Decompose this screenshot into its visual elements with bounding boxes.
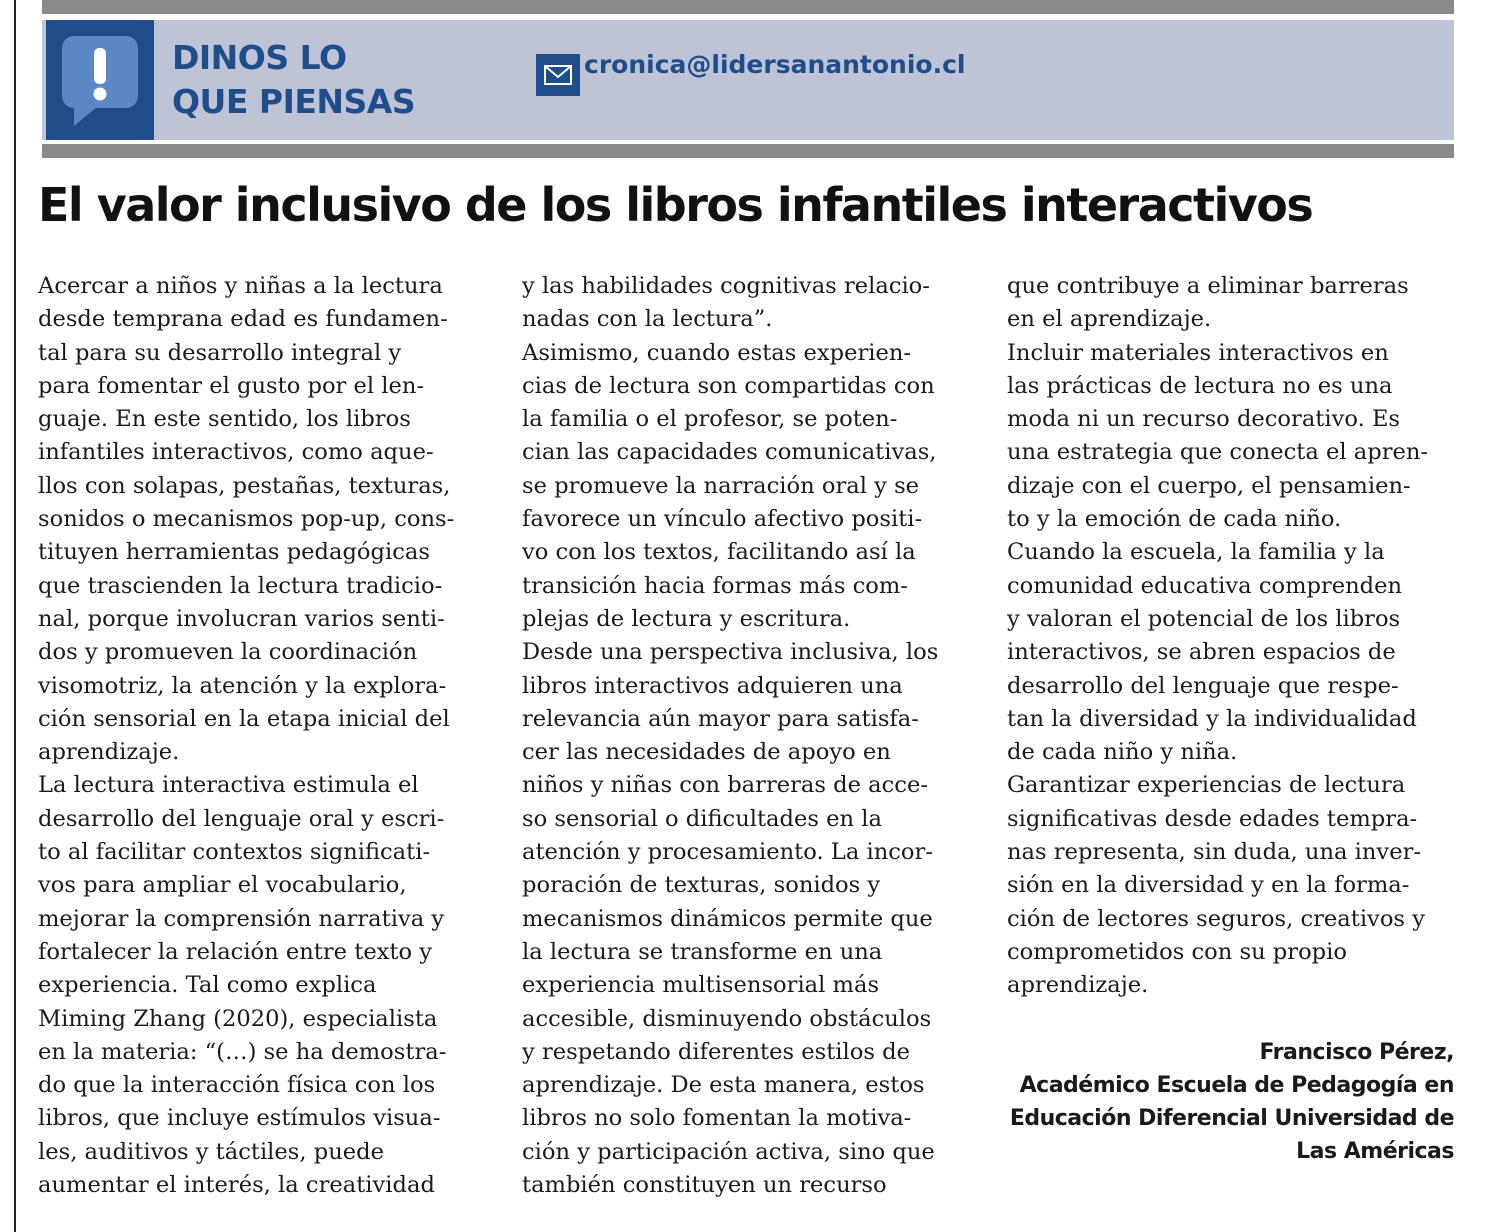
article-text-line: atención y procesamiento. La incor- xyxy=(522,839,933,866)
section-title-line1: DINOS LO xyxy=(172,38,347,77)
article-text-line: sión en la diversidad y en la forma- xyxy=(1007,872,1410,899)
article-text-line: tal para su desarrollo integral y xyxy=(38,339,402,366)
article-text-line: visomotriz, la atención y la explora- xyxy=(38,672,447,699)
article-text-line: ción de lectores seguros, creativos y xyxy=(1007,905,1425,932)
page-edge-line xyxy=(14,0,16,1232)
article-text-line: to al facilitar contextos significati- xyxy=(38,839,431,866)
article-text-line: libros interactivos adquieren una xyxy=(522,672,903,699)
article-text-line: ción y participación activa, sino que xyxy=(522,1138,935,1165)
author-signature xyxy=(1010,1036,1454,1168)
article-text-line: desarrollo del lenguaje que respe- xyxy=(1007,672,1399,699)
article-text-line: niños y niñas con barreras de acce- xyxy=(522,772,928,799)
article-text-line: de cada niño y niña. xyxy=(1007,739,1238,766)
article-text-line: tituyen herramientas pedagógicas xyxy=(38,539,430,566)
article-text-line: la familia o el profesor, se poten- xyxy=(522,406,898,433)
article-text-line: comunidad educativa comprenden xyxy=(1007,572,1403,599)
article-text-line: dos y promueven la coordinación xyxy=(38,639,418,666)
signature-line: Las Américas xyxy=(1296,1139,1454,1164)
article-column-3 xyxy=(1007,270,1459,1003)
article-text-line: infantiles interactivos, como aque- xyxy=(38,439,434,466)
header-band xyxy=(42,20,1454,140)
article-text-line: aprendizaje. De esta manera, estos xyxy=(522,1072,925,1099)
article-text-line: transición hacia formas más com- xyxy=(522,572,908,599)
article-text-line: vo con los textos, facilitando así la xyxy=(522,539,916,566)
article-text-line: experiencia. Tal como explica xyxy=(38,972,377,999)
article-text-line: se promueve la narración oral y se xyxy=(522,472,920,499)
article-text-line: fortalecer la relación entre texto y xyxy=(38,938,433,965)
article-text-line: nal, porque involucran varios senti- xyxy=(38,605,445,632)
article-text-line: nas representa, sin duda, una inver- xyxy=(1007,839,1422,866)
article-text-line: libros, que incluye estímulos visua- xyxy=(38,1105,441,1132)
article-text-line: Garantizar experiencias de lectura xyxy=(1007,772,1406,799)
article-column-1 xyxy=(38,270,508,1202)
signature-line: Francisco Pérez, xyxy=(1259,1040,1454,1065)
article-text-line: cer las necesidades de apoyo en xyxy=(522,739,891,766)
article-text-line: en el aprendizaje. xyxy=(1007,306,1212,333)
article-text-line: desde temprana edad es fundamen- xyxy=(38,306,448,333)
article-text-line: relevancia aún mayor para satisfa- xyxy=(522,705,919,732)
signature-line: Educación Diferencial Universidad de xyxy=(1009,1106,1454,1131)
article-text-line: La lectura interactiva estimula el xyxy=(38,772,419,799)
article-text-line: la lectura se transforme en una xyxy=(522,938,883,965)
article-text-line: les, auditivos y táctiles, puede xyxy=(38,1138,384,1165)
article-text-line: y valoran el potencial de los libros xyxy=(1007,605,1401,632)
article-text-line: significativas desde edades tempra- xyxy=(1007,805,1418,832)
article-text-line: en la materia: “(…) se ha demostra- xyxy=(38,1038,447,1065)
article-text-line: mecanismos dinámicos permite que xyxy=(522,905,933,932)
article-text-line: nadas con la lectura”. xyxy=(522,306,773,333)
article-column-2 xyxy=(522,270,992,1202)
article-text-line: que trascienden la lectura tradicio- xyxy=(38,572,443,599)
article-text-line: aprendizaje. xyxy=(38,739,180,766)
signature-line: Académico Escuela de Pedagogía en xyxy=(1019,1073,1454,1098)
article-text-line: Desde una perspectiva inclusiva, los xyxy=(522,639,939,666)
article-text-line: so sensorial o dificultades en la xyxy=(522,805,882,832)
article-text-line: Cuando la escuela, la familia y la xyxy=(1007,539,1385,566)
article-text-line: tan la diversidad y la individualidad xyxy=(1007,705,1417,732)
article-text-line: favorece un vínculo afectivo positi- xyxy=(522,506,923,533)
article-text-line: y las habilidades cognitivas relacio- xyxy=(522,273,930,299)
article-text-line: ción sensorial en la etapa inicial del xyxy=(38,705,450,732)
article-text-line: do que la interacción física con los xyxy=(38,1072,436,1099)
article-text-line: también constituyen un recurso xyxy=(522,1172,887,1199)
section-title xyxy=(172,36,415,124)
mail-icon-box xyxy=(536,54,580,96)
top-rule xyxy=(42,0,1454,14)
article-text-line: moda ni un recurso decorativo. Es xyxy=(1007,406,1401,433)
section-title-line2: QUE PIENSAS xyxy=(172,82,416,121)
article-text-line: Asimismo, cuando estas experien- xyxy=(522,339,912,366)
article-text-line: comprometidos con su propio xyxy=(1007,938,1347,965)
bottom-rule xyxy=(42,144,1454,158)
article-text-line: llos con solapas, pestañas, texturas, xyxy=(38,472,451,499)
article-text-line: mejorar la comprensión narrativa y xyxy=(38,905,445,932)
article-text-line: dizaje con el cuerpo, el pensamien- xyxy=(1007,472,1411,499)
article-text-line: Incluir materiales interactivos en xyxy=(1007,339,1389,366)
article-text-line: y respetando diferentes estilos de xyxy=(522,1038,910,1065)
article-text-line: libros no solo fomentan la motiva- xyxy=(522,1105,912,1132)
article-text-line: poración de texturas, sonidos y xyxy=(522,872,881,899)
article-text-line: Miming Zhang (2020), especialista xyxy=(38,1005,438,1032)
article-text-line: accesible, disminuyendo obstáculos xyxy=(522,1005,932,1032)
article-headline: El valor inclusivo de los libros infantiles interactivos xyxy=(38,178,1313,232)
alert-icon-box xyxy=(46,20,154,140)
article-text-line: vos para ampliar el vocabulario, xyxy=(38,872,407,899)
article-text-line: sonidos o mecanismos pop-up, cons- xyxy=(38,506,455,533)
article-text-line: plejas de lectura y escritura. xyxy=(522,605,851,632)
article-text-line: que contribuye a eliminar barreras xyxy=(1007,273,1409,299)
article-text-line: interactivos, se abren espacios de xyxy=(1007,639,1396,666)
article-text-line: cias de lectura son compartidas con xyxy=(522,372,935,399)
article-text-line: aprendizaje. xyxy=(1007,972,1149,999)
article-text-line: las prácticas de lectura no es una xyxy=(1007,372,1393,399)
speech-bubble-exclamation-icon xyxy=(60,34,140,130)
article-text-line: para fomentar el gusto por el len- xyxy=(38,372,425,399)
article-text-line: aumentar el interés, la creatividad xyxy=(38,1172,435,1199)
article-text-line: to y la emoción de cada niño. xyxy=(1007,506,1342,533)
article-text-line: guaje. En este sentido, los libros xyxy=(38,406,411,433)
envelope-icon xyxy=(544,65,572,85)
article-text-line: experiencia multisensorial más xyxy=(522,972,880,999)
article-text-line: Acercar a niños y niñas a la lectura xyxy=(38,273,443,299)
article-text-line: cian las capacidades comunicativas, xyxy=(522,439,937,466)
article-text-line: una estrategia que conecta el apren- xyxy=(1007,439,1429,466)
contact-email[interactable]: cronica@lidersanantonio.cl xyxy=(584,50,966,79)
article-text-line: desarrollo del lenguaje oral y escri- xyxy=(38,805,445,832)
